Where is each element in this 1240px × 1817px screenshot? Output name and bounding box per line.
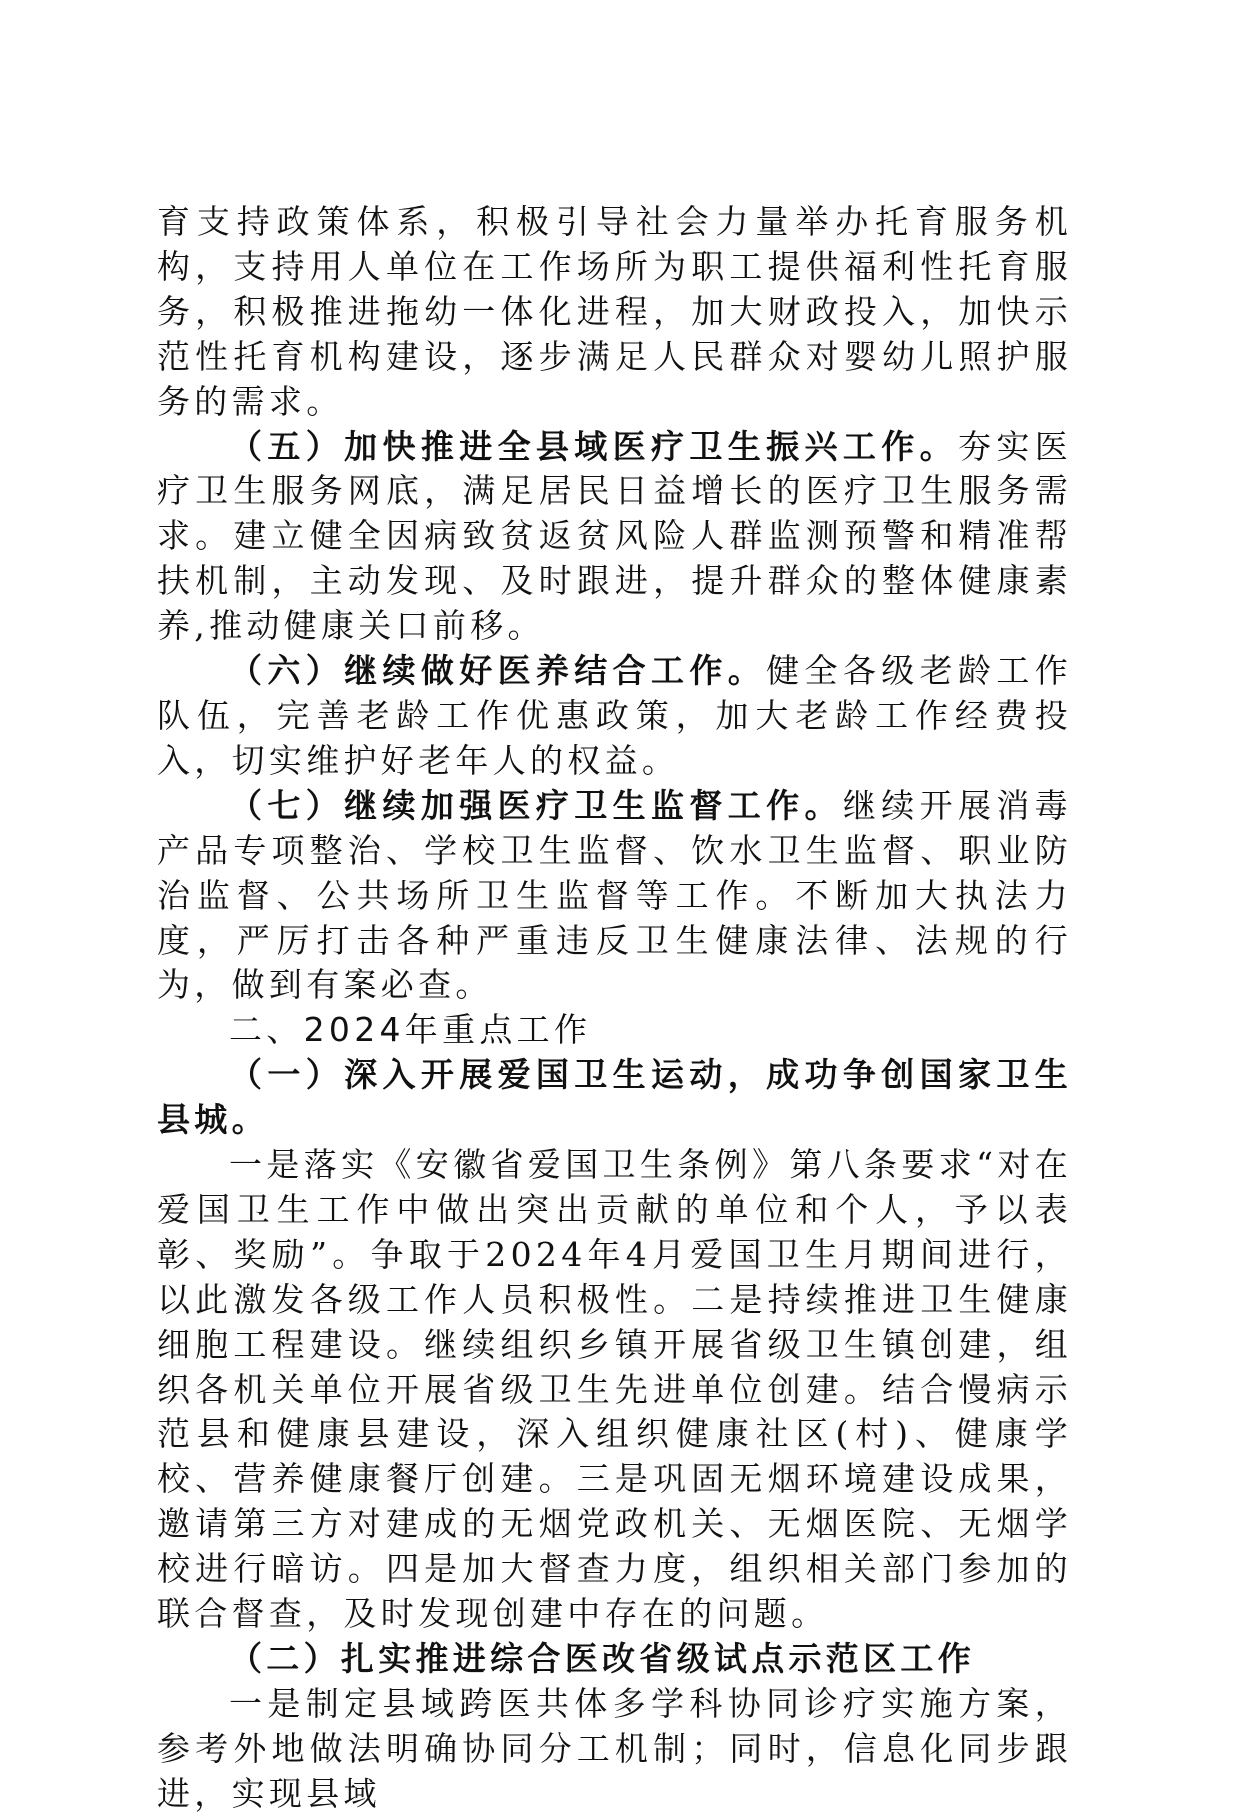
item-6-heading: （六）继续做好医养结合工作。: [229, 651, 767, 691]
paragraph-rural-health: [157, 425, 1072, 650]
paragraph-patriotic-health: 一是落实《安徽省爱国卫生条例》第八条要求“对在爱国卫生工作中做出突出贡献的单位和个人，予以表彰、奖励”。争取于2024年4月爱国卫生月期间进行，以此激发各级工作人员积极性。二是持续推进卫生健康细胞工程建设。继续组织乡镇开展省级卫生镇创建，组织各机关单位开展省级卫生先进单位创建。结合慢病示范县和健康县建设，深入组织健康社区(村)、健康学校、营养健康餐厅创建。三是巩固无烟环境建设成果，邀请第三方对建成的无烟党政机关、无烟医院、无烟学校进行暗访。四是加大督查力度，组织相关部门参加的联合督查，及时发现创建中存在的问题。: [157, 1145, 1072, 1634]
item-6-body: 健全各级老龄工作队伍，完善老龄工作优惠政策，加大老龄工作经费投入，切实维护好老年人的权益。: [157, 651, 1073, 780]
item-7-body: 继续开展消毒产品专项整治、学校卫生监督、饮水卫生监督、职业防治监督、公共场所卫生监督等工作。不断加大执法力度，严厉打击各种严重违反卫生健康法律、法规的行为，做到有案必查。: [157, 785, 1072, 1005]
subsection-2-title: （二）扎实推进综合医改省级试点示范区工作: [229, 1639, 975, 1678]
item-5-heading: （五）加快推进全县域医疗卫生振兴工作。: [229, 426, 958, 466]
section-2-title: 二、2024年重点工作: [229, 1010, 592, 1050]
item-7-heading: （七）继续加强医疗卫生监督工作。: [229, 785, 843, 825]
paragraph-medical-reform: 一是制定县域跨医共体多学科协同诊疗实施方案，参考外地做法明确协同分工机制；同时，信息化同步跟进，实现县域: [157, 1683, 1072, 1813]
subsection-1-title: （一）深入开展爱国卫生运动，成功争创国家卫生县城。: [157, 1055, 1072, 1140]
document-body: [157, 200, 1072, 1817]
paragraph-elderly-care: [157, 649, 1072, 784]
paragraph-childcare: 育支持政策体系，积极引导社会力量举办托育服务机构，支持用人单位在工作场所为职工提供福利性托育服务，积极推进拖幼一体化进程，加大财政投入，加快示范性托育机构建设，逐步满足人民群众对婴幼儿照护服务的需求。: [157, 202, 1072, 421]
item-5-body: 夯实医疗卫生服务网底，满足居民日益增长的医疗卫生服务需求。建立健全因病致贫返贫风险人群监测预警和精准帮扶机制，主动发现、及时跟进，提升群众的整体健康素养,推动健康关口前移。: [157, 426, 1073, 646]
paragraph-supervision: [157, 784, 1072, 1009]
